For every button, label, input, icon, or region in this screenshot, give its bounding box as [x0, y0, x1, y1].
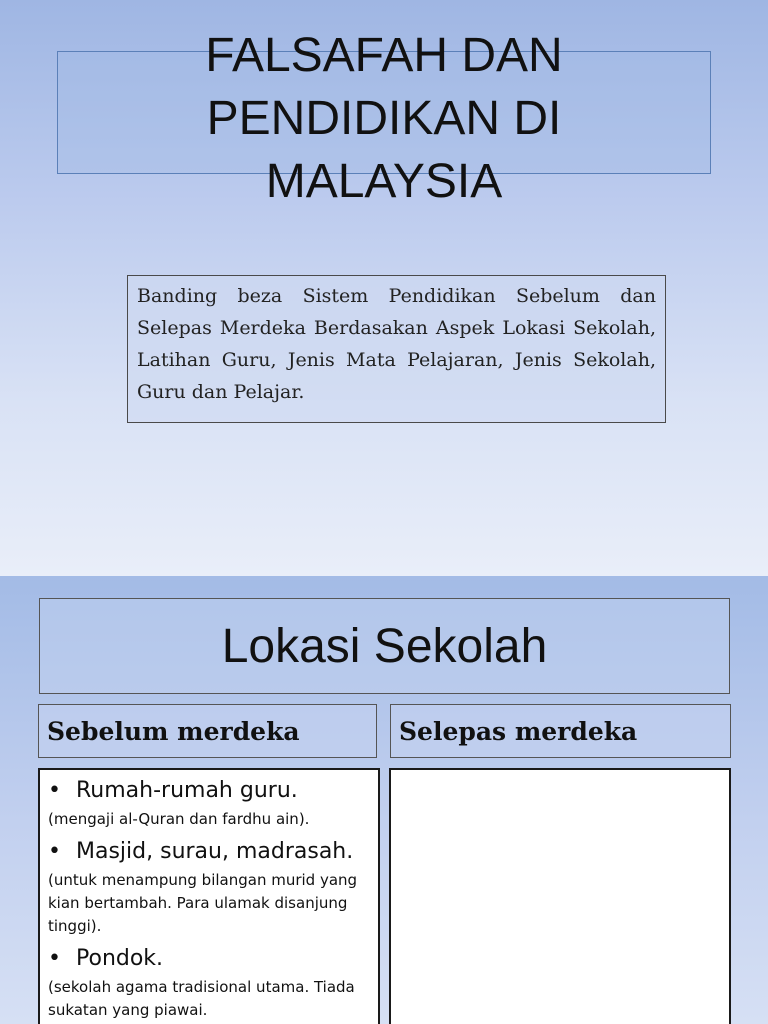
before-content-box	[38, 768, 380, 1024]
list-item-label: Rumah-rumah guru.	[76, 778, 298, 803]
bullet-icon: •	[48, 839, 61, 864]
section-heading-box	[39, 598, 730, 694]
column-header-before: Sebelum merdeka	[38, 704, 377, 758]
slide-title: FALSAFAH DAN PENDIDIKAN DI MALAYSIA	[205, 29, 563, 208]
list-item-label: Pondok.	[76, 946, 164, 971]
slide-2	[0, 576, 768, 1024]
description-text: Banding beza Sistem Pendidikan Sebelum dan Selepas Merdeka Berdasakan Aspek Lokasi Sekolah, Latihan Guru, Jenis Mata Pelajaran, Jenis Sekolah, Guru dan Pelajar.	[137, 285, 656, 403]
bullet-icon: •	[48, 778, 61, 803]
bullet-icon: •	[48, 946, 61, 971]
column-header-after: Selepas merdeka	[390, 704, 731, 758]
section-heading: Lokasi Sekolah	[221, 619, 548, 673]
list-item-note: (untuk menampung bilangan murid yang kian bertambah. Para ulamak disanjung tinggi).	[48, 871, 358, 935]
list-item	[48, 837, 370, 938]
list-item-note: (sekolah agama tradisional utama. Tiada sukatan yang piawai.	[48, 978, 355, 1019]
list-item	[48, 944, 370, 1022]
list-item-note: (mengaji al-Quran dan fardhu ain).	[48, 810, 310, 828]
after-content-box	[389, 768, 731, 1024]
list-item-label: Masjid, surau, madrasah.	[76, 839, 354, 864]
description-box	[127, 275, 666, 423]
list-item	[48, 776, 370, 831]
